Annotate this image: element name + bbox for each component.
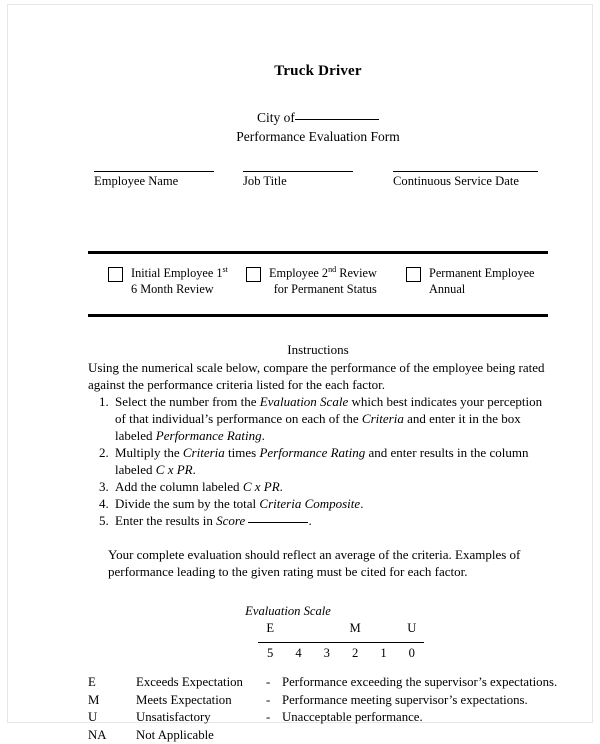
job-title-label: Job Title — [243, 174, 287, 188]
page-title: Truck Driver — [274, 63, 362, 79]
rating-legend — [88, 674, 558, 744]
review-type-band — [88, 251, 548, 317]
city-line — [88, 110, 548, 126]
scale-letter-E: E — [266, 621, 275, 636]
legend-code: E — [88, 675, 96, 690]
legend-dash: - — [266, 692, 271, 707]
continuous-service-date-line[interactable] — [393, 171, 538, 172]
scale-letter-spacer — [313, 621, 341, 636]
employee-name-field[interactable] — [94, 171, 214, 189]
step-text: and enter results in the column labeled — [115, 445, 529, 478]
step-text: and enter it in the box labeled — [115, 411, 521, 444]
city-blank-field[interactable] — [295, 119, 379, 120]
document-page — [7, 4, 593, 742]
checkbox-permanent-employee[interactable] — [406, 267, 421, 282]
step-text: which best indicates your perception of that individual’s performance on each of the — [115, 394, 543, 427]
ordinal-suffix-2nd: nd — [328, 264, 337, 274]
instructions-intro: Using the numerical scale below, compare the performance of the employee being rated against the performance criteria listed for the each factor. — [88, 360, 545, 393]
instruction-step — [112, 512, 548, 529]
review-type-line1-permanent: Permanent Employee — [429, 266, 535, 280]
legend-dash: - — [266, 675, 271, 690]
legend-row — [88, 709, 548, 727]
legend-term: Unsatisfactory — [136, 710, 211, 725]
employee-name-label: Employee Name — [94, 174, 179, 188]
instruction-step — [112, 478, 548, 495]
review-type-option-second[interactable] — [246, 266, 377, 297]
scale-letter-U: U — [407, 621, 417, 636]
instruction-step — [112, 444, 548, 478]
step-text: . — [261, 428, 265, 444]
scale-number-1[interactable]: 1 — [380, 646, 387, 661]
instructions-note: Your complete evaluation should reflect an average of the criteria. Examples of performance leading to the given rating must be cited for each factor. — [108, 547, 521, 580]
emphasis-term: C x PR — [242, 479, 280, 495]
review-type-line1-initial: Initial Employee 1st — [131, 264, 228, 280]
checkbox-initial-employee[interactable] — [108, 267, 123, 282]
continuous-service-date-field[interactable] — [393, 171, 538, 189]
legend-term: Meets Expectation — [136, 692, 232, 707]
legend-description: Performance meeting supervisor’s expectations. — [282, 692, 528, 707]
legend-code: M — [88, 692, 100, 707]
scale-number-4[interactable]: 4 — [295, 646, 302, 661]
review-type-label-permanent — [429, 266, 535, 297]
score-blank-field[interactable] — [248, 522, 308, 523]
instructions-step-list — [88, 393, 548, 529]
scale-letter-spacer — [369, 621, 397, 636]
legend-term: Exceeds Expectation — [136, 675, 243, 690]
legend-description: Unacceptable performance. — [282, 710, 423, 725]
legend-term: Not Applicable — [136, 727, 214, 742]
step-text: . — [308, 513, 312, 529]
scale-number-0[interactable]: 0 — [408, 646, 415, 661]
emphasis-term: Performance Rating — [259, 445, 366, 461]
emphasis-term: Criteria — [361, 411, 404, 427]
review-type-option-permanent[interactable] — [406, 266, 535, 297]
emphasis-term: Criteria — [182, 445, 225, 461]
step-text: Select the number from the — [115, 394, 260, 410]
legend-description: Performance exceeding the supervisor’s expectations. — [282, 675, 558, 690]
legend-dash: - — [266, 710, 271, 725]
document-content — [88, 5, 558, 744]
scale-letter-M: M — [349, 621, 361, 636]
step-text: Multiply the — [115, 445, 183, 461]
identity-fields-row — [88, 171, 548, 205]
legend-code: U — [88, 710, 98, 725]
scale-number-2[interactable]: 2 — [352, 646, 359, 661]
review-type-line2-permanent: Annual — [429, 281, 466, 296]
job-title-field[interactable] — [243, 171, 353, 189]
legend-description — [282, 727, 548, 744]
step-text: . — [192, 462, 196, 478]
legend-dash — [266, 727, 282, 744]
scale-number-5[interactable]: 5 — [267, 646, 274, 661]
legend-row — [88, 692, 548, 710]
evaluation-scale-title: Evaluation Scale — [245, 604, 331, 619]
continuous-service-date-label: Continuous Service Date — [393, 174, 519, 188]
city-of-label: City of — [257, 110, 295, 125]
instruction-step — [112, 495, 548, 512]
checkbox-employee-second-review[interactable] — [246, 267, 261, 282]
review-type-option-initial[interactable] — [108, 266, 228, 297]
evaluation-scale-rule — [258, 642, 424, 643]
ordinal-suffix-1st: st — [222, 264, 228, 274]
evaluation-scale-numbers — [256, 646, 426, 661]
step-text: . — [279, 479, 283, 495]
emphasis-term: C x PR — [155, 462, 193, 478]
job-title-line[interactable] — [243, 171, 353, 172]
review-type-label-initial — [131, 266, 228, 297]
review-type-line2-initial: 6 Month Review — [131, 281, 214, 296]
legend-code: NA — [88, 727, 107, 742]
step-text: . — [360, 496, 364, 512]
step-text: times — [224, 445, 260, 461]
instructions-heading: Instructions — [287, 342, 349, 357]
step-text: Enter the results in — [115, 513, 217, 529]
evaluation-scale-letters — [256, 621, 426, 636]
instruction-step — [112, 393, 548, 444]
step-text: Add the column labeled — [115, 479, 243, 495]
scale-number-3[interactable]: 3 — [323, 646, 330, 661]
emphasis-term: Performance Rating — [155, 428, 262, 444]
evaluation-scale — [88, 604, 548, 666]
form-subtitle: Performance Evaluation Form — [236, 129, 400, 144]
step-text — [245, 513, 248, 528]
review-type-line2-second: for Permanent Status — [273, 281, 377, 296]
review-type-label-second — [269, 266, 377, 297]
review-type-line1-second: Employee 2nd Review — [269, 264, 377, 280]
emphasis-term: Evaluation Scale — [259, 394, 349, 410]
legend-row — [88, 674, 558, 692]
step-text: Divide the sum by the total — [115, 496, 260, 512]
legend-row — [88, 727, 548, 744]
emphasis-term: Score — [216, 513, 246, 529]
scale-letter-spacer — [284, 621, 312, 636]
employee-name-line[interactable] — [94, 171, 214, 172]
emphasis-term: Criteria Composite — [259, 496, 361, 512]
